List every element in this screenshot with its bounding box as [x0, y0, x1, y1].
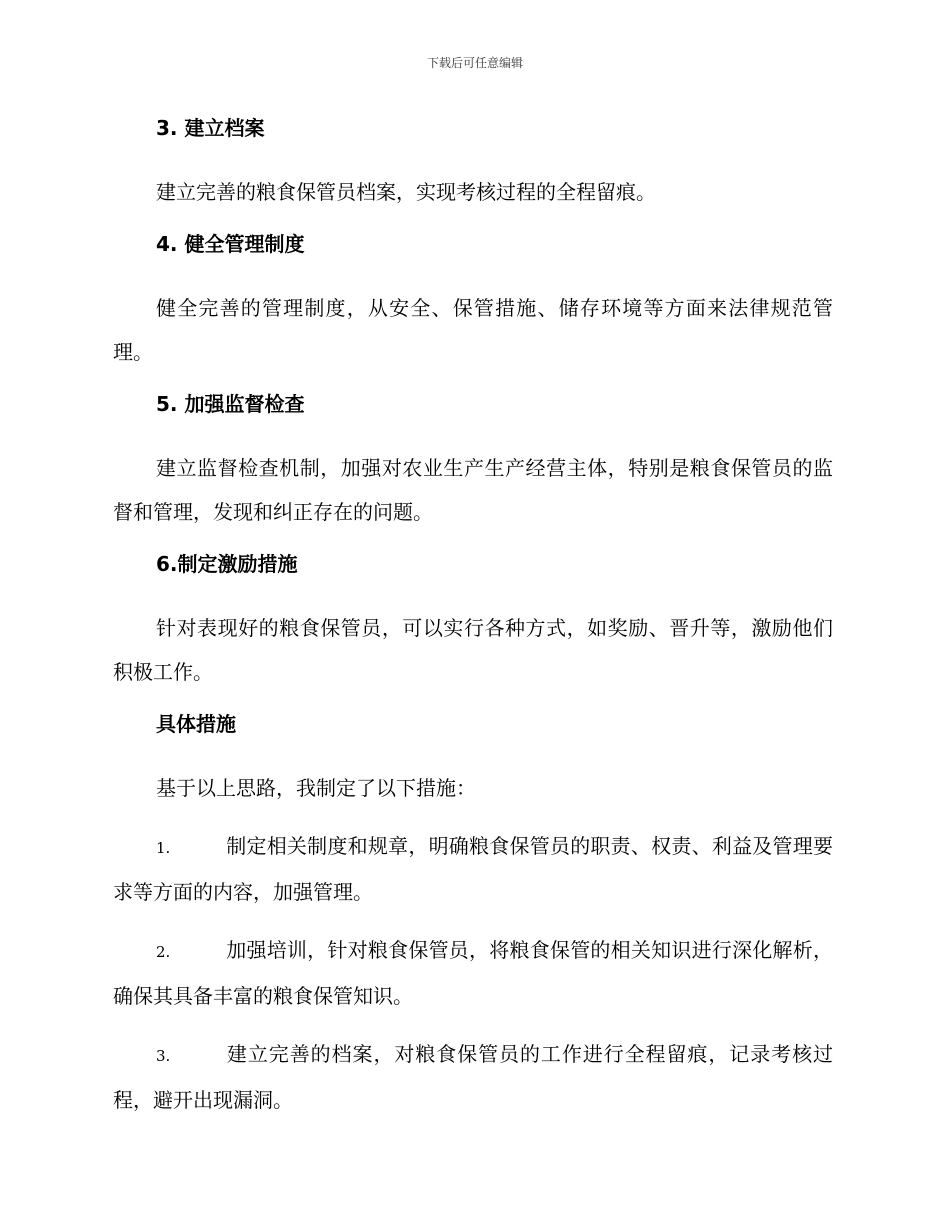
section-management-system	[113, 228, 833, 374]
section-heading: 具体措施	[156, 712, 236, 736]
section-paragraph: 针对表现好的粮食保管员，可以实行各种方式，如奖励、晋升等，激励他们积极工作。	[113, 616, 833, 684]
section-heading: 5. 加强监督检查	[156, 392, 305, 416]
measures-intro: 基于以上思路，我制定了以下措施：	[156, 776, 476, 800]
section-paragraph: 建立监督检查机制，加强对农业生产生产经营主体，特别是粮食保管员的监督和管理，发现和纠正存在的问题。	[113, 456, 833, 524]
section-specific-measures	[113, 708, 833, 1122]
document-body	[113, 112, 833, 1136]
list-item	[113, 824, 833, 914]
page-header: 下载后可任意编辑	[426, 56, 523, 70]
list-item	[113, 928, 833, 1018]
list-number: 2.	[156, 943, 171, 961]
list-number: 3.	[156, 1047, 171, 1065]
section-heading: 4. 健全管理制度	[156, 232, 305, 256]
list-text: 加强培训，针对粮食保管员，将粮食保管的相关知识进行深化解析，确保其具备丰富的粮食保管知识。	[113, 938, 833, 1008]
section-archive	[113, 112, 833, 214]
list-item	[113, 1032, 833, 1122]
section-incentives	[113, 548, 833, 694]
list-number: 1.	[156, 839, 171, 857]
list-text: 建立完善的档案，对粮食保管员的工作进行全程留痕，记录考核过程，避开出现漏洞。	[113, 1042, 833, 1112]
section-paragraph: 健全完善的管理制度，从安全、保管措施、储存环境等方面来法律规范管理。	[113, 296, 833, 364]
section-supervision	[113, 388, 833, 534]
section-paragraph: 建立完善的粮食保管员档案，实现考核过程的全程留痕。	[156, 180, 656, 204]
section-heading: 3. 建立档案	[156, 116, 265, 140]
section-heading: 6.制定激励措施	[156, 552, 298, 576]
list-text: 制定相关制度和规章，明确粮食保管员的职责、权责、利益及管理要求等方面的内容，加强管理。	[113, 834, 833, 904]
